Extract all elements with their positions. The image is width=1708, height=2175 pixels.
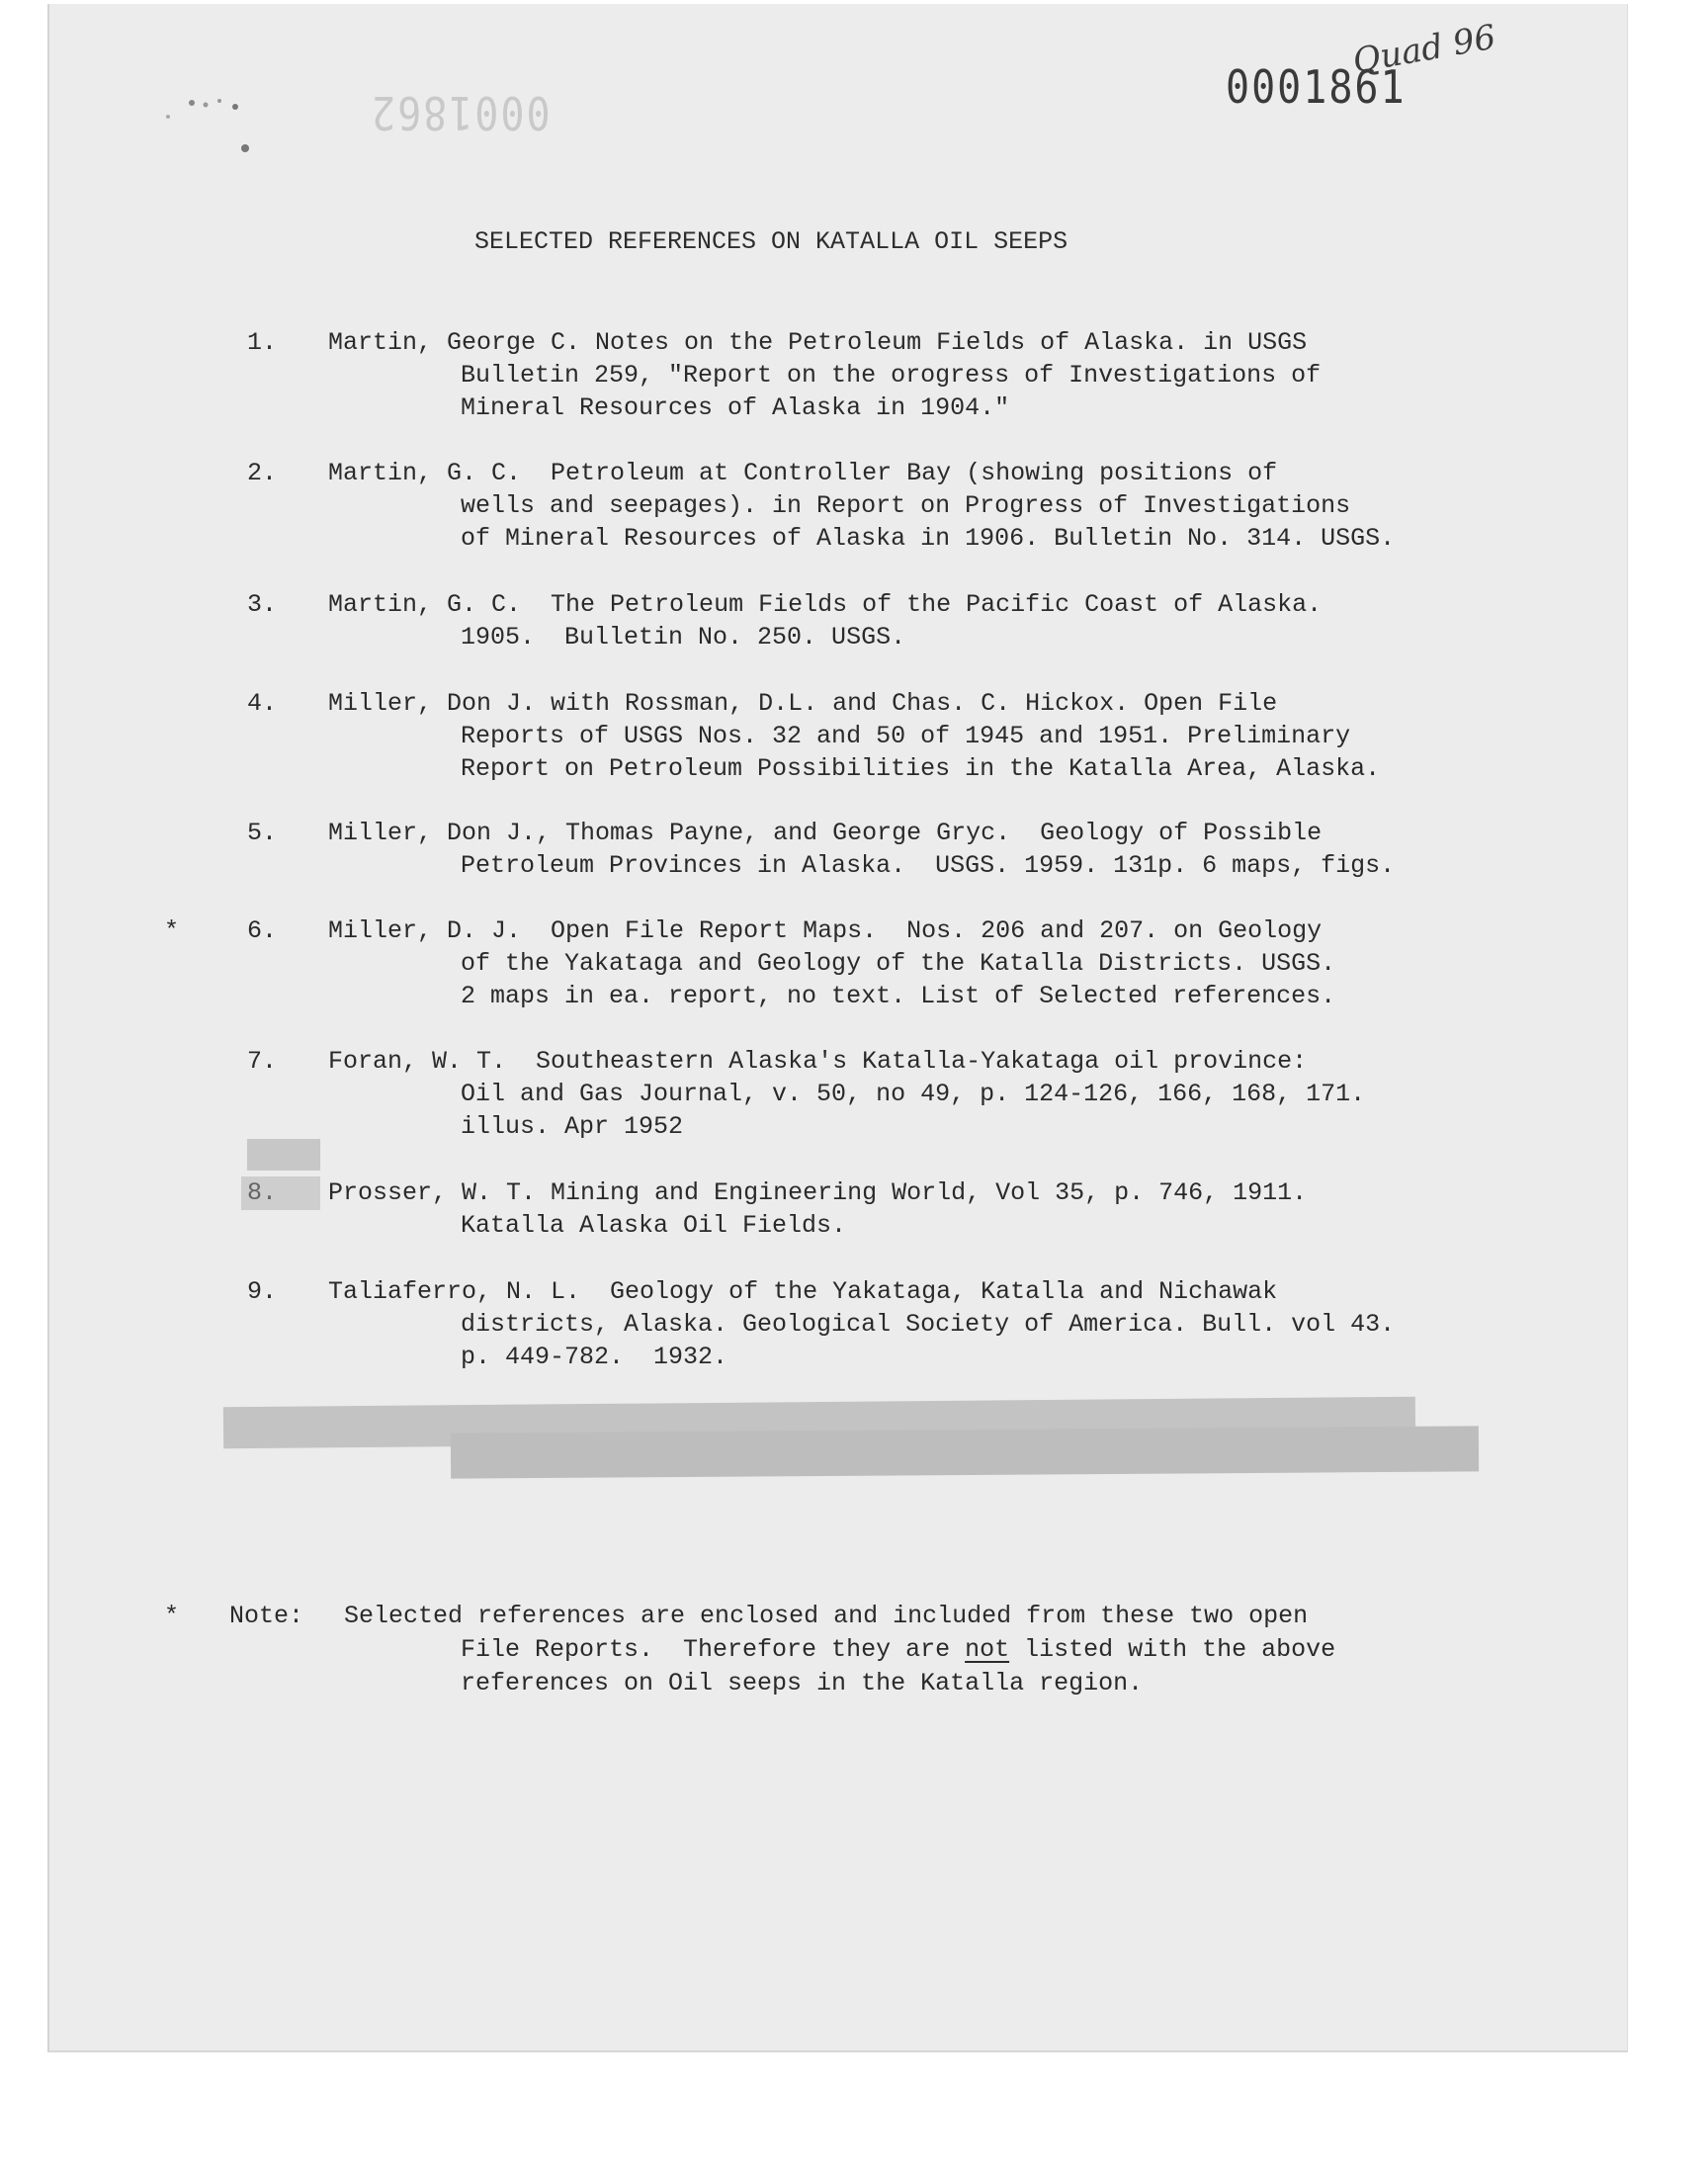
reference-number: 1.: [247, 328, 278, 357]
pasted-strip: [451, 1426, 1479, 1478]
doc-number-stamp: 0001861: [1226, 61, 1407, 115]
reference-line: Miller, D. J. Open File Report Maps. Nos. 206 and 207. on Geology: [328, 916, 1323, 945]
reference-line: illus. Apr 1952: [461, 1112, 684, 1141]
reference-line: Martin, George C. Notes on the Petroleum Fields of Alaska. in USGS: [328, 328, 1308, 357]
reference-line: Report on Petroleum Possibilities in the Katalla Area, Alaska.: [461, 754, 1381, 783]
note-text: listed with the above: [1009, 1635, 1336, 1664]
reference-line: p. 449-782. 1932.: [461, 1343, 728, 1371]
reference-number: 2.: [247, 459, 278, 487]
tape-mark: [247, 1139, 320, 1171]
note-text: File Reports. Therefore they are: [461, 1635, 966, 1664]
reference-line: districts, Alaska. Geological Society of America. Bull. vol 43.: [461, 1310, 1396, 1339]
reference-number: 8.: [247, 1178, 278, 1207]
reference-line: Prosser, W. T. Mining and Engineering World, Vol 35, p. 746, 1911.: [328, 1178, 1308, 1207]
reference-number: 6.: [247, 916, 278, 945]
reference-line: Miller, Don J., Thomas Payne, and George Gryc. Geology of Possible: [328, 819, 1323, 847]
reference-line: Mineral Resources of Alaska in 1904.": [461, 393, 1010, 422]
reference-line: of the Yakataga and Geology of the Katalla Districts. USGS.: [461, 949, 1336, 978]
reference-line: Katalla Alaska Oil Fields.: [461, 1211, 847, 1240]
note-line: [461, 1633, 1335, 1667]
reference-line: Foran, W. T. Southeastern Alaska's Katalla-Yakataga oil province:: [328, 1047, 1308, 1076]
reference-line: of Mineral Resources of Alaska in 1906. Bulletin No. 314. USGS.: [461, 524, 1396, 553]
reference-line: Taliaferro, N. L. Geology of the Yakataga, Katalla and Nichawak: [328, 1277, 1278, 1306]
reference-line: 2 maps in ea. report, no text. List of Selected references.: [461, 982, 1336, 1010]
reference-line: Bulletin 259, "Report on the orogress of Investigations of: [461, 361, 1322, 390]
reference-number: 5.: [247, 819, 278, 847]
reference-line: Oil and Gas Journal, v. 50, no 49, p. 124-126, 166, 168, 171.: [461, 1080, 1366, 1108]
reference-number: 4.: [247, 689, 278, 718]
scan-specks: [148, 95, 287, 174]
note-line: Selected references are enclosed and included from these two open: [344, 1602, 1309, 1630]
reference-number: 3.: [247, 590, 278, 619]
tape-mark: [241, 1176, 320, 1210]
note-asterisk: *: [164, 1602, 180, 1630]
note-line: references on Oil seeps in the Katalla region.: [461, 1669, 1144, 1697]
handwritten-note: Quad 96: [1349, 17, 1499, 82]
reference-number: 9.: [247, 1277, 278, 1306]
note-label: Note:: [229, 1602, 304, 1630]
reference-line: Miller, Don J. with Rossman, D.L. and Chas. C. Hickox. Open File: [328, 689, 1278, 718]
reference-line: wells and seepages). in Report on Progress of Investigations: [461, 491, 1351, 520]
ghost-doc-number: 0001862: [370, 85, 551, 138]
reference-line: Reports of USGS Nos. 32 and 50 of 1945 and 1951. Preliminary: [461, 722, 1351, 750]
reference-line: Martin, G. C. Petroleum at Controller Bay (showing positions of: [328, 459, 1278, 487]
reference-number: 7.: [247, 1047, 278, 1076]
reference-line: 1905. Bulletin No. 250. USGS.: [461, 623, 906, 652]
reference-asterisk: *: [164, 916, 180, 945]
reference-line: Martin, G. C. The Petroleum Fields of the Pacific Coast of Alaska.: [328, 590, 1323, 619]
note-emphasis: not: [965, 1635, 1010, 1664]
reference-line: Petroleum Provinces in Alaska. USGS. 1959. 131p. 6 maps, figs.: [461, 851, 1396, 880]
document-page: [47, 4, 1628, 2052]
page-title: SELECTED REFERENCES ON KATALLA OIL SEEPS: [474, 227, 1068, 256]
